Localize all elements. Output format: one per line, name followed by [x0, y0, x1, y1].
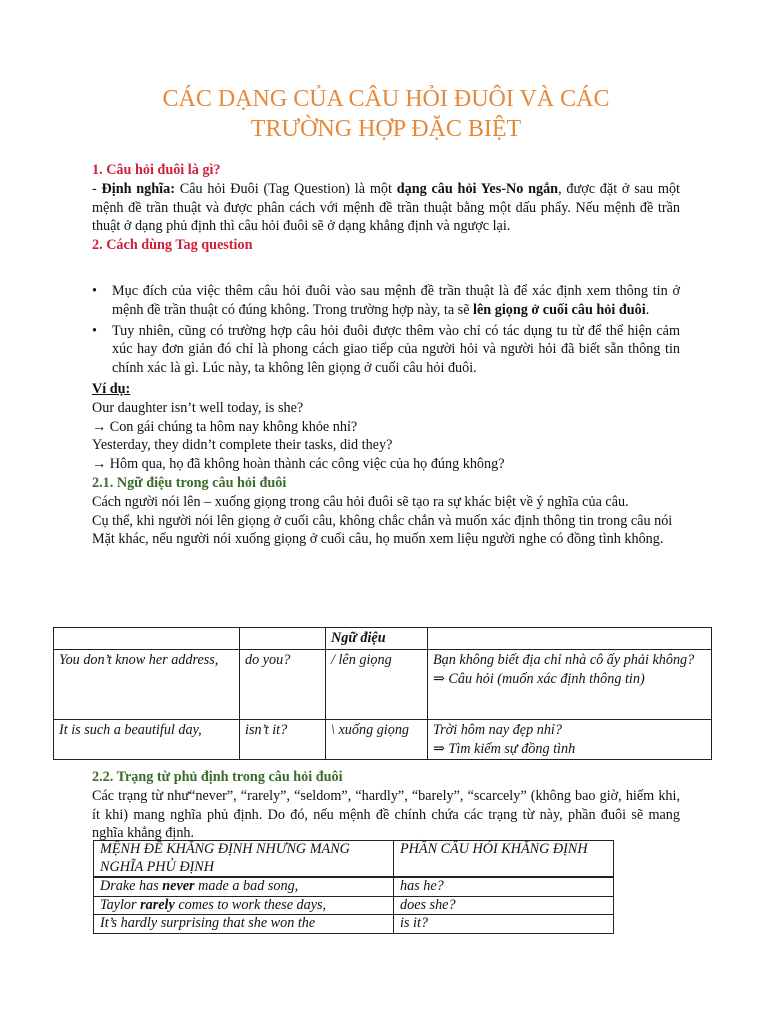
tag-cell: does she? — [394, 896, 614, 915]
tone-cell: / lên giọng — [326, 649, 428, 719]
section-2-2 — [92, 768, 680, 843]
definition-bold: dạng câu hỏi Yes-No ngắn — [396, 180, 559, 197]
clause-cell — [94, 896, 394, 915]
intonation-table — [53, 627, 712, 760]
example-1-translation: → Con gái chúng ta hôm nay không khỏe nhỉ? — [92, 418, 358, 435]
sentence-cell: You don’t know her address, — [54, 649, 240, 719]
table-row — [94, 877, 614, 896]
adverb-bold: rarely — [140, 896, 175, 913]
table-cell — [54, 628, 240, 650]
tag-cell: do you? — [240, 649, 326, 719]
meaning-line-2: ⇒ Tìm kiếm sự đồng tình — [433, 740, 576, 757]
definition-dash: - — [92, 180, 102, 197]
title-line-2: TRƯỜNG HỢP ĐẶC BIỆT — [250, 116, 522, 142]
table-row — [94, 915, 614, 934]
document-title — [92, 84, 680, 144]
table-header-row — [94, 841, 614, 878]
section-2-heading: 2. Cách dùng Tag question — [92, 237, 253, 254]
bullet-2-text: Tuy nhiên, cũng có trường hợp câu hỏi đuôi được thêm vào chỉ có tác dụng tu từ để thể hiện cảm xúc hay đơn giản đó chỉ là phong cách giao tiếp của người hỏi và người hỏi đã biết sẵn thông tin chính xác là gì. Lúc này, ta không lên giọng ở cuối câu hỏi đuôi. — [112, 322, 680, 377]
clause-text: It’s hardly surprising that she won the — [100, 915, 316, 931]
intonation-paragraph-2: Cụ thể, khi người nói lên giọng ở cuối câu, không chắc chắn và muốn xác định thông tin trong câu nói — [92, 512, 673, 529]
section-1 — [92, 161, 680, 255]
definition-text-a: Câu hỏi Đuôi (Tag Question) là một — [174, 180, 397, 197]
clause-cell — [94, 915, 394, 934]
definition-label: Định nghĩa: — [101, 180, 175, 197]
clause-cell — [94, 877, 394, 896]
bullet-icon: • — [92, 283, 97, 299]
adverb-bold: never — [162, 878, 195, 894]
section-2-1-heading: 2.1. Ngữ điệu trong câu hỏi đuôi — [92, 474, 287, 491]
bullet-item-1 — [92, 282, 680, 320]
definition-paragraph — [92, 180, 680, 236]
sentence-cell: It is such a beautiful day, — [54, 719, 240, 760]
example-2-translation: → Hôm qua, họ đã không hoàn thành các công việc của họ đúng không? — [92, 456, 505, 473]
table-row — [54, 649, 712, 719]
example-label: Ví dụ: — [92, 380, 131, 397]
intonation-paragraph-1: Cách người nói lên – xuống giọng trong câu hỏi đuôi sẽ tạo ra sự khác biệt về ý nghĩa của câu. — [92, 493, 629, 510]
section-2-2-heading: 2.2. Trạng từ phủ định trong câu hỏi đuôi — [92, 769, 343, 785]
clause-header: MỆNH ĐỀ KHẲNG ĐỊNH NHƯNG MANG NGHĨA PHỦ ĐỊNH — [94, 841, 394, 878]
intonation-header: Ngữ điệu — [326, 628, 428, 650]
tone-cell: \ xuống giọng — [326, 719, 428, 760]
definition-text-b: , được đặt ở sau một mệnh đề trần thuật và được phân cách với mệnh đề trần thuật bằng một dấu phẩy. Nếu mệnh đề trần thuật ở dạng phủ định thì câu hỏi đuôi sẽ ở dạng khẳng định và ngược lại. — [92, 180, 681, 235]
meaning-cell — [428, 719, 712, 760]
bullet-1-bold: lên giọng ở cuối câu hỏi đuôi — [473, 301, 646, 318]
tag-cell: isn’t it? — [240, 719, 326, 760]
clause-text: Drake has — [100, 878, 163, 894]
meaning-line-1: Trời hôm nay đẹp nhỉ? — [433, 721, 562, 738]
tag-cell: has he? — [394, 877, 614, 896]
clause-text: made a bad song, — [194, 878, 299, 894]
example-1: Our daughter isn’t well today, is she? — [92, 399, 304, 416]
negative-adverb-table — [93, 840, 614, 934]
tag-header: PHẦN CÂU HỎI KHẲNG ĐỊNH — [394, 841, 614, 878]
clause-text: comes to work these days, — [174, 896, 327, 913]
table-row — [94, 896, 614, 915]
negative-adverb-paragraph: Các trạng từ như“never”, “rarely”, “seldom”, “hardly”, “barely”, “scarcely” (không bao giờ, hiếm khi, ít khi) mang nghĩa phủ định. Do đó, nếu mệnh đề chính chứa các trạng từ này, phần đuôi sẽ mang nghĩa khẳng định. — [92, 787, 680, 842]
table-cell — [240, 628, 326, 650]
meaning-line-1: Bạn không biết địa chỉ nhà cô ấy phải không? — [433, 651, 695, 668]
tag-cell: is it? — [394, 915, 614, 934]
bullet-icon: • — [92, 322, 97, 339]
bullet-1-text-a: Mục đích của việc thêm câu hỏi đuôi vào sau mệnh đề trần thuật là để xác định xem thông tin ở mệnh đề trần thuật có đúng không. Trong trường hợp này, ta sẽ — [112, 283, 680, 318]
meaning-line-2: ⇒ Câu hỏi (muốn xác định thông tin) — [433, 670, 645, 687]
bullet-item-2 — [92, 322, 680, 378]
intonation-paragraph-3: Mặt khác, nếu người nói xuống giọng ở cuối câu, họ muốn xem liệu người nghe có đồng tình không. — [92, 531, 664, 548]
table-cell — [428, 628, 712, 650]
meaning-cell — [428, 649, 712, 719]
title-line-1: CÁC DẠNG CỦA CÂU HỎI ĐUÔI VÀ CÁC — [162, 86, 610, 112]
section-2-bullets — [92, 282, 680, 549]
table-header-row — [54, 628, 712, 650]
clause-text: Taylor — [100, 896, 141, 913]
section-1-heading: 1. Câu hỏi đuôi là gì? — [92, 162, 221, 178]
bullet-1-text-b: . — [645, 301, 650, 318]
table-row — [54, 719, 712, 760]
example-2: Yesterday, they didn’t complete their tasks, did they? — [92, 437, 393, 454]
